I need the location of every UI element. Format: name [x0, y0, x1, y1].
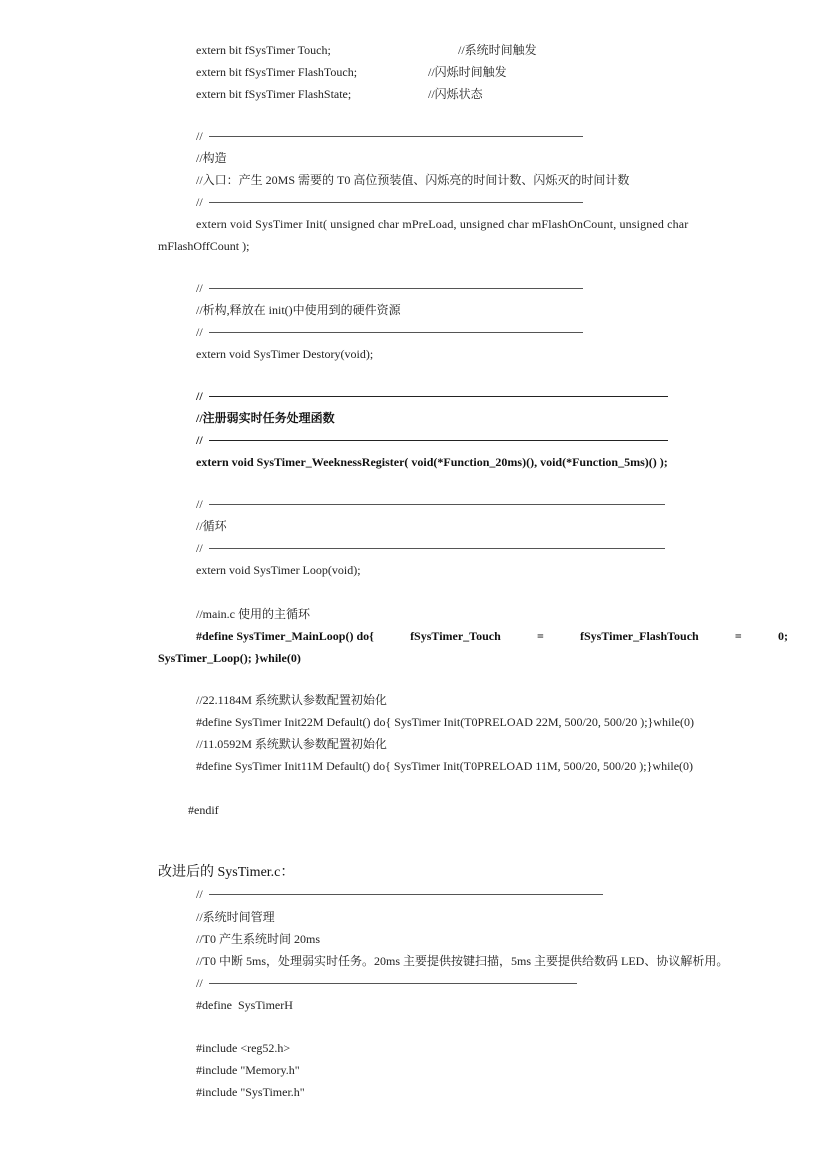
ctor-entry: //入口：产生 20MS 需要的 T0 高位预装值、闪烁亮的时间计数、闪烁灭的时间计数	[196, 173, 630, 187]
code-token: fSysTimer_Touch	[410, 629, 501, 643]
separator-line	[209, 983, 577, 984]
dtor-sep-bottom-label: //	[196, 325, 203, 339]
section2-define: #define SysTimerH	[196, 998, 293, 1012]
loop-title: //循环	[196, 519, 227, 533]
mainloop-comment: //main.c 使用的主循环	[196, 607, 310, 621]
comment-touch: //系统时间触发	[458, 43, 537, 57]
separator-line	[209, 332, 583, 333]
dtor-title: //析构,释放在 init()中使用到的硬件资源	[196, 303, 401, 317]
section2-line-3: //T0 中断 5ms，处理弱实时任务。20ms 主要提供按键扫描，5ms 主要提供给数码 LED、协议解析用。	[196, 954, 729, 968]
loop-sep-top-label: //	[196, 497, 203, 511]
ctor-sep-bottom-label: //	[196, 195, 203, 209]
section2-sep-top-label: //	[196, 887, 203, 901]
separator-line	[209, 202, 583, 203]
default22-define: #define SysTimer Init22M Default() do{ SysTimer Init(T0PRELOAD 22M, 500/20, 500/20 );}while(0)	[196, 715, 694, 729]
default11-define: #define SysTimer Init11M Default() do{ SysTimer Init(T0PRELOAD 11M, 500/20, 500/20 );}while(0)	[196, 759, 694, 773]
include-1: #include <reg52.h>	[196, 1041, 291, 1055]
section2-sep-bottom-label: //	[196, 976, 203, 990]
code-token: fSysTimer_FlashTouch	[580, 629, 699, 643]
loop-sep-bottom-label: //	[196, 541, 203, 555]
default22-comment: //22.1184M 系统默认参数配置初始化	[196, 693, 387, 707]
section-heading: 改进后的 SysTimer.c：	[158, 865, 295, 880]
include-2: #include "Memory.h"	[196, 1063, 300, 1077]
code-token: #define SysTimer_MainLoop() do{	[196, 629, 374, 643]
dtor-sep-top-label: //	[196, 281, 203, 295]
section2-line-1: //系统时间管理	[196, 910, 275, 924]
register-sep-top-label: //	[196, 389, 203, 403]
dtor-decl: extern void SysTimer Destory(void);	[196, 347, 374, 361]
separator-line	[209, 894, 603, 895]
ctor-decl-line1: extern void SysTimer Init( unsigned char mPreLoad, unsigned char mFlashOnCount, unsigned char	[196, 217, 689, 231]
mainloop-define-line2: SysTimer_Loop(); }while(0)	[158, 651, 301, 665]
separator-line	[209, 440, 668, 441]
register-decl: extern void SysTimer_WeeknessRegister( void(*Function_20ms)(), void(*Function_5ms)() );	[196, 455, 668, 469]
loop-decl: extern void SysTimer Loop(void);	[196, 563, 361, 577]
include-3: #include "SysTimer.h"	[196, 1085, 305, 1099]
separator-line	[209, 504, 665, 505]
code-token: =	[536, 629, 544, 643]
default11-comment: //11.0592M 系统默认参数配置初始化	[196, 737, 387, 751]
extern-flash-touch: extern bit fSysTimer FlashTouch;	[196, 65, 358, 79]
separator-line	[209, 288, 583, 289]
extern-touch	[196, 42, 331, 58]
code-text: extern bit fSysTimer Touch;	[196, 43, 331, 57]
ctor-decl-line2: mFlashOffCount );	[158, 239, 250, 253]
section2-line-2: //T0 产生系统时间 20ms	[196, 932, 321, 946]
ctor-sep-top-label: //	[196, 129, 203, 143]
comment-flash-touch: //闪烁时间触发	[428, 65, 507, 79]
register-title: //注册弱实时任务处理函数	[196, 411, 335, 425]
separator-line	[209, 136, 583, 137]
endif: #endif	[188, 803, 219, 817]
comment-flash-state: //闪烁状态	[428, 87, 483, 101]
extern-flash-state: extern bit fSysTimer FlashState;	[196, 87, 352, 101]
separator-line	[209, 396, 668, 397]
mainloop-define-line1	[196, 628, 788, 644]
separator-line	[209, 548, 665, 549]
code-token: =	[734, 629, 742, 643]
ctor-title: //构造	[196, 151, 227, 165]
register-sep-bottom-label: //	[196, 433, 203, 447]
code-token: 0;	[777, 629, 788, 643]
